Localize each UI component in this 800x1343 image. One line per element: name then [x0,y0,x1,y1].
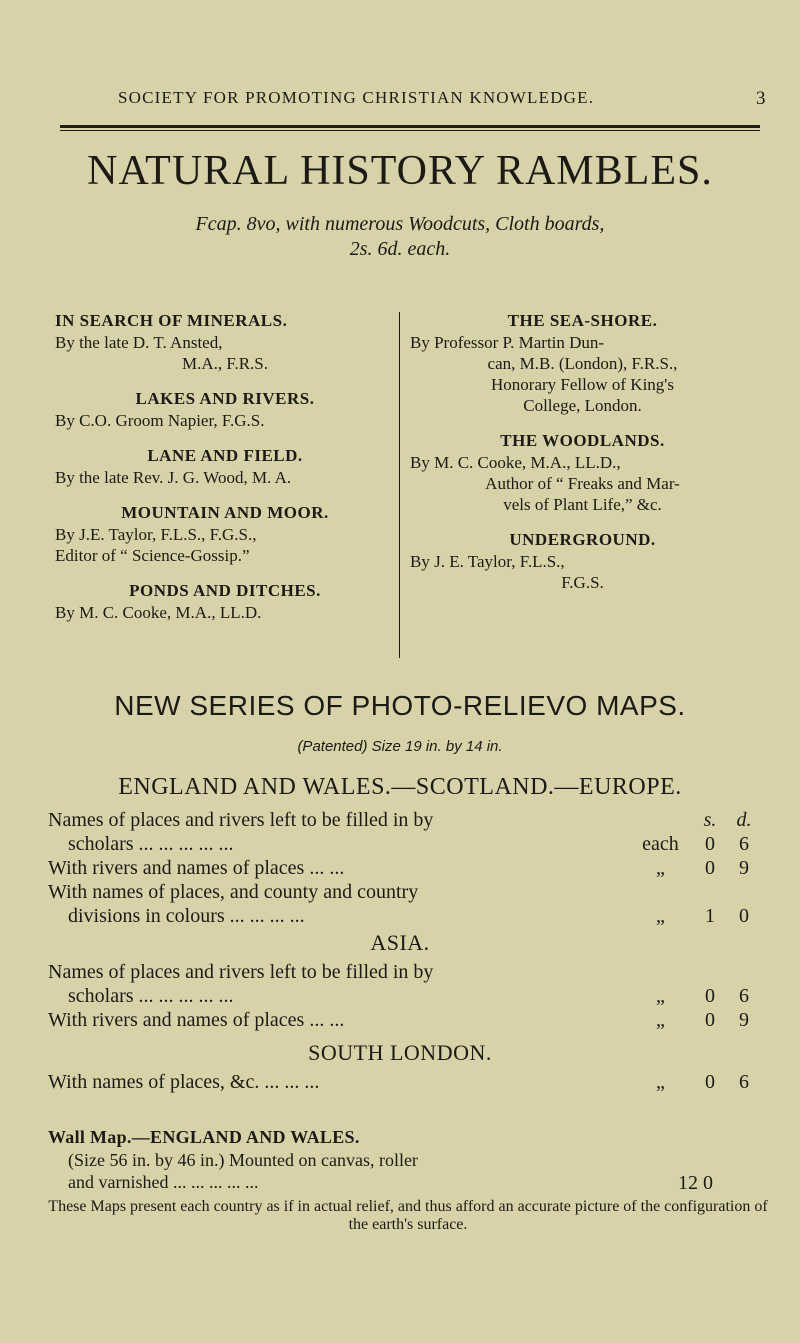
price-row [48,1008,768,1032]
book-author-line: College, London. [523,396,642,415]
book-author-line: By C.O. Groom Napier, F.G.S. [55,411,265,430]
book-title: THE SEA-SHORE. [507,311,658,330]
book-entry [55,580,395,623]
shillings-column-head: s. [703,809,717,831]
price-pence: 6 [739,1071,749,1093]
subtitle-line-2: 2s. 6d. each. [349,238,451,260]
book-author-line: By the late D. T. Ansted, [55,333,223,352]
price-row [48,904,768,928]
south-london-heading: SOUTH LONDON. [308,1040,492,1065]
price-shillings: 0 [705,1071,715,1093]
book-title: PONDS AND DITCHES. [129,581,321,600]
subtitle-line-1: Fcap. 8vo, with numerous Woodcuts, Cloth boards, [195,213,605,235]
price-desc: With rivers and names of places ... ... [48,1009,345,1031]
running-title: SOCIETY FOR PROMOTING CHRISTIAN KNOWLEDGE. [118,88,595,107]
book-entry [410,310,755,416]
book-author-line: By M. C. Cooke, M.A., LL.D., [410,453,621,472]
wall-map-desc: (Size 56 in. by 46 in.) Mounted on canvas, roller [68,1150,418,1170]
price-row [48,880,768,904]
book-entry [55,502,395,566]
price-shillings: 0 [705,985,715,1007]
price-shillings: 0 [705,1009,715,1031]
price-row [48,808,768,832]
book-title: UNDERGROUND. [509,530,656,549]
london-price-table [48,1070,768,1094]
book-title: LANE AND FIELD. [147,446,303,465]
book-author-line: By J.E. Taylor, F.L.S., F.G.S., [55,525,257,544]
pence-column-head: d. [736,809,752,831]
price-shillings: 1 [705,905,715,927]
price-each: „ [656,857,665,879]
series-subtitle [0,212,800,262]
price-desc: With rivers and names of places ... ... [48,857,345,879]
england-price-table [48,808,768,928]
price-desc: scholars ... ... ... ... ... [68,833,234,855]
book-author-line: Editor of “ Science-Gossip.” [55,546,250,565]
book-author-line: vels of Plant Life,” &c. [503,495,662,514]
price-row [48,856,768,880]
book-title: THE WOODLANDS. [500,431,665,450]
price-row [48,832,768,856]
book-entry [55,445,395,488]
price-row [48,960,768,984]
header-rule-thick [60,125,760,128]
header-rule-thin [60,130,760,131]
maps-footnote: These Maps present each country as if in actual relief, and thus afford an accurate picture of the configuration of the earth's surface. [48,1198,768,1233]
price-row [48,1070,768,1094]
price-desc: scholars ... ... ... ... ... [68,985,234,1007]
book-title: LAKES AND RIVERS. [135,389,315,408]
wall-map-title: Wall Map.—ENGLAND AND WALES. [48,1127,360,1147]
asia-price-table [48,960,768,1032]
price-pence: 6 [739,985,749,1007]
england-heading: ENGLAND AND WALES.—SCOTLAND.—EUROPE. [118,774,682,800]
asia-heading: ASIA. [370,930,430,955]
price-each: „ [656,1009,665,1031]
book-list-right [410,310,755,593]
book-author-line: By M. C. Cooke, M.A., LL.D. [55,603,262,622]
wall-map-price: 12 0 [678,1172,713,1194]
price-each: „ [656,905,665,927]
price-row [48,984,768,1008]
book-entry [55,310,395,374]
price-desc: divisions in colours ... ... ... ... [68,905,305,927]
book-title: MOUNTAIN AND MOOR. [121,503,329,522]
price-desc: With names of places, &c. ... ... ... [48,1071,320,1093]
maps-section-title: NEW SERIES OF PHOTO-RELIEVO MAPS. [114,690,686,721]
price-desc: Names of places and rivers left to be filled in by [48,961,434,983]
book-author-line: M.A., F.R.S. [181,354,269,373]
page-number: 3 [756,88,766,109]
book-author-line: By Professor P. Martin Dun- [410,333,605,352]
price-desc: Names of places and rivers left to be filled in by [48,809,434,831]
maps-size-note: (Patented) Size 19 in. by 14 in. [297,738,503,755]
book-author-line: By the late Rev. J. G. Wood, M. A. [55,468,292,487]
book-author-line: By J. E. Taylor, F.L.S., [410,552,565,571]
book-entry [410,529,755,593]
book-list-left [55,310,395,623]
price-pence: 9 [739,857,749,879]
price-pence: 0 [739,905,749,927]
price-each: each [642,833,679,855]
price-desc: With names of places, and county and country [48,881,419,903]
price-pence: 9 [739,1009,749,1031]
book-author-line: Author of “ Freaks and Mar- [485,474,680,493]
book-entry [55,388,395,431]
book-author-line: F.G.S. [561,573,604,592]
book-author-line: can, M.B. (London), F.R.S., [487,354,678,373]
price-shillings: 0 [705,857,715,879]
book-author-line: Honorary Fellow of King's [491,375,674,394]
book-entry [410,430,755,515]
price-each: „ [656,985,665,1007]
wall-map-desc: and varnished ... ... ... ... ... [68,1172,259,1192]
column-divider [399,312,400,658]
book-title: IN SEARCH OF MINERALS. [55,311,288,330]
page-title: NATURAL HISTORY RAMBLES. [87,148,713,194]
price-each: „ [656,1071,665,1093]
price-shillings: 0 [705,833,715,855]
price-pence: 6 [739,833,749,855]
